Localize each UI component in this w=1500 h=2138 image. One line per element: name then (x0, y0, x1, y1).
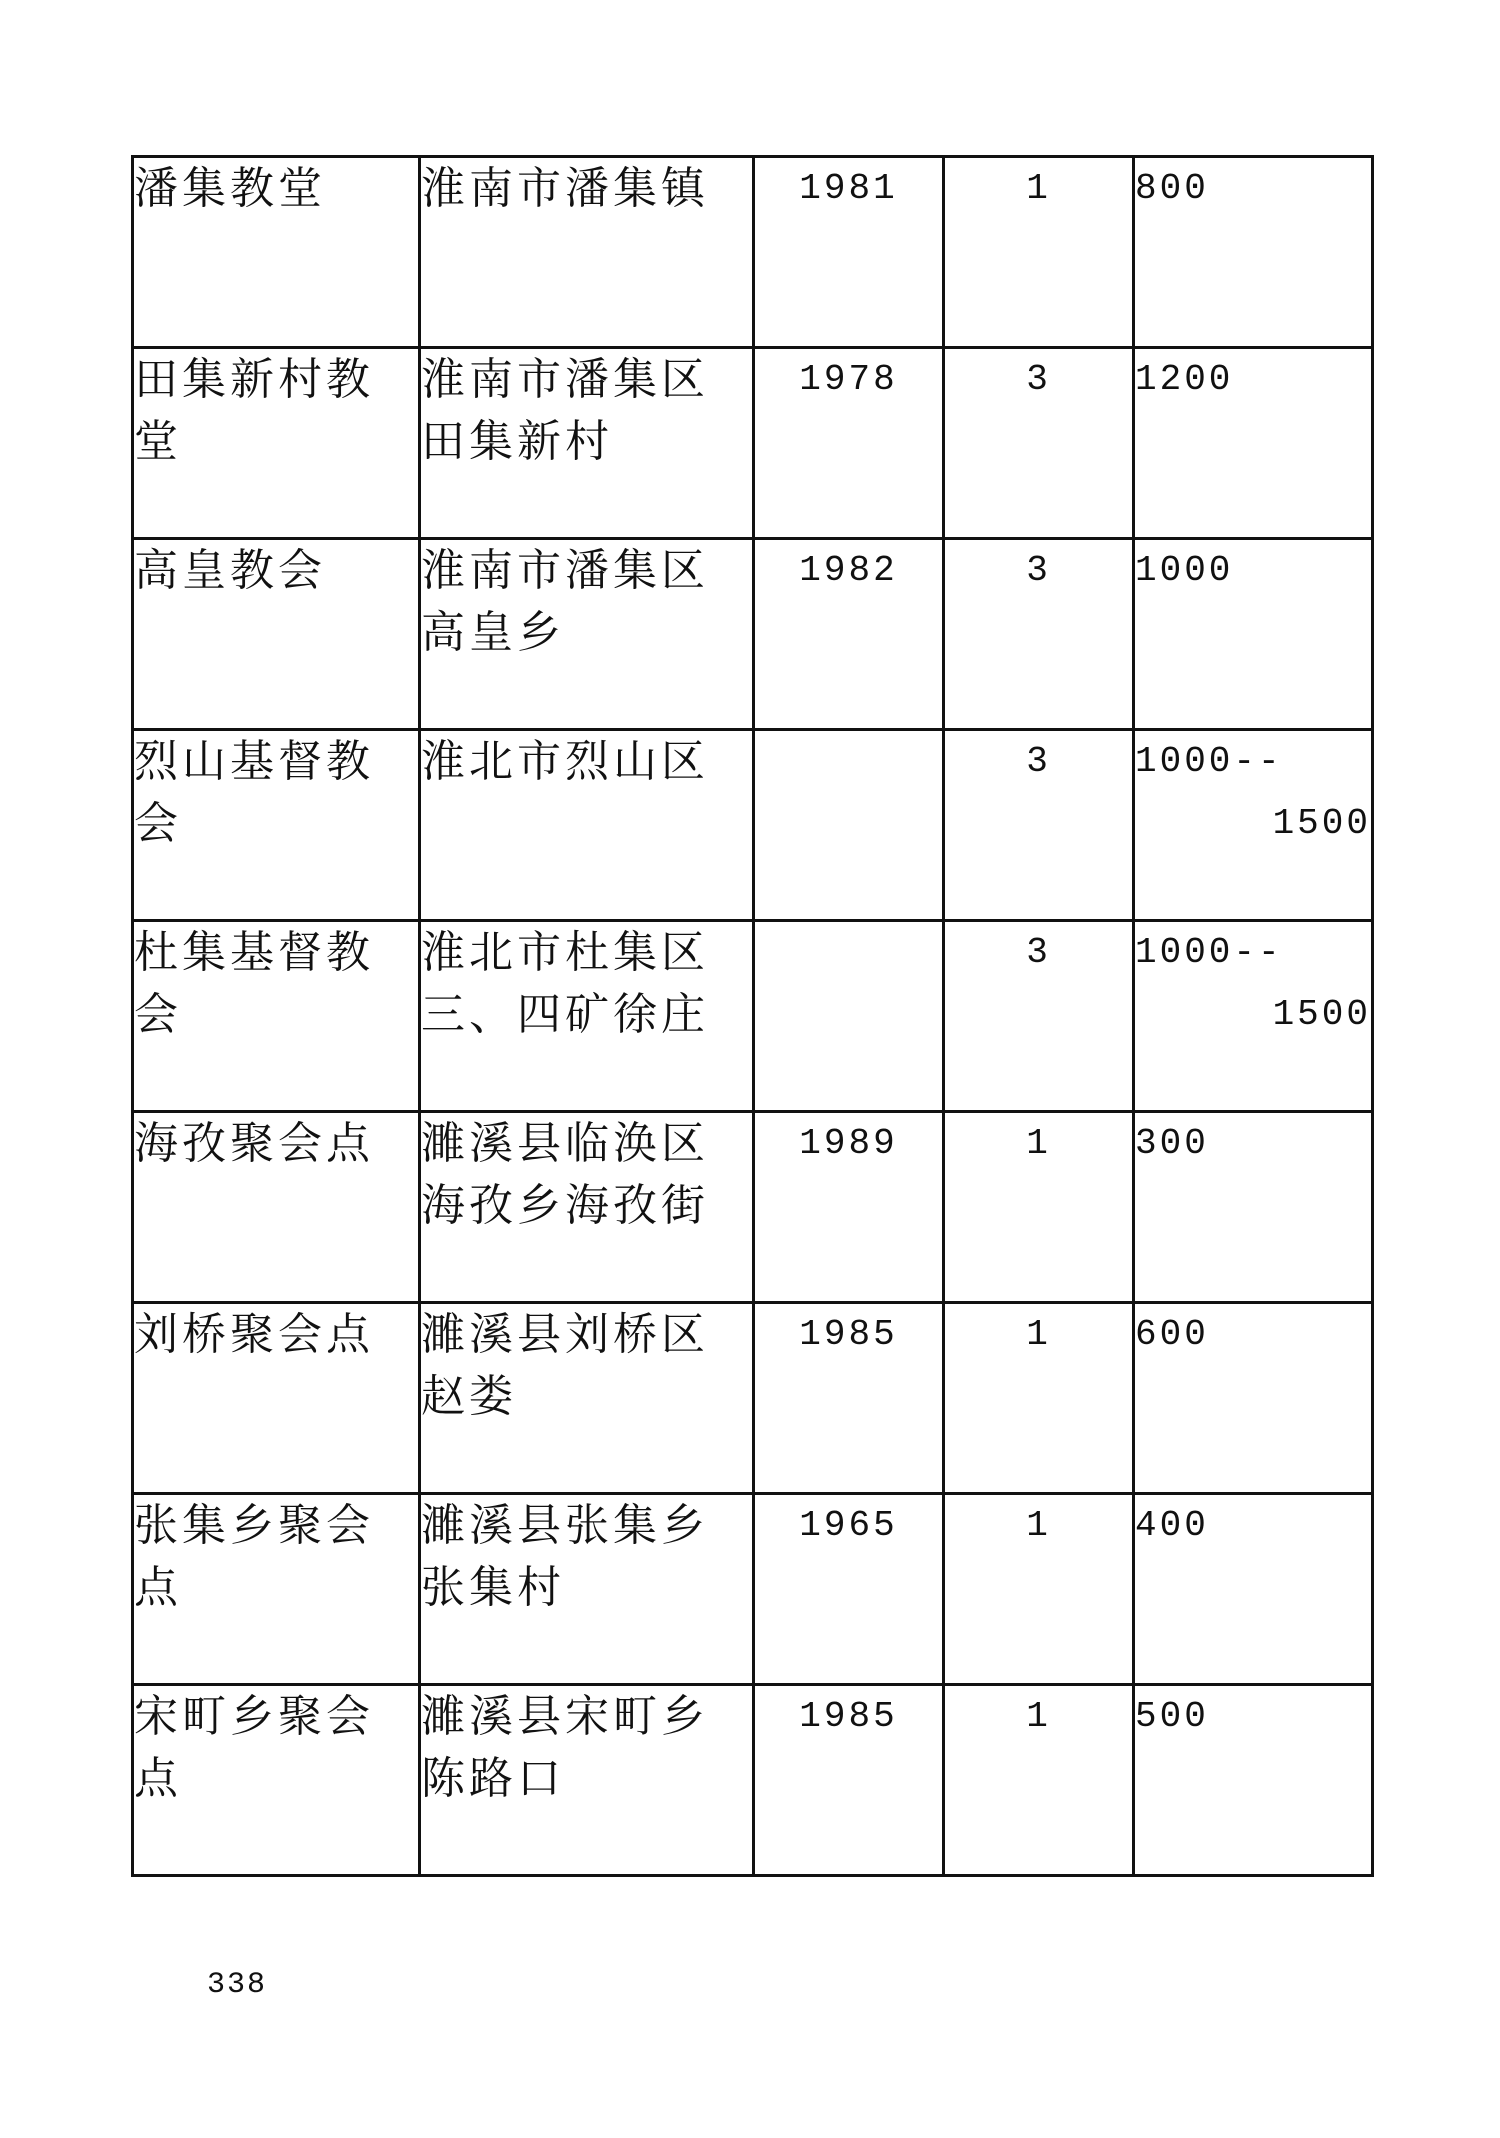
capacity-cell (1134, 730, 1373, 921)
year-cell (754, 730, 944, 921)
table-row (133, 1112, 1373, 1303)
capacity-line: 1000-- (1135, 932, 1283, 973)
church-name-cell: 烈山基督教会 (133, 730, 420, 921)
capacity-cell (1134, 1685, 1373, 1876)
year-cell: 1981 (754, 157, 944, 348)
count-cell: 1 (944, 1303, 1134, 1494)
church-name-cell: 杜集基督教会 (133, 921, 420, 1112)
church-name-cell: 刘桥聚会点 (133, 1303, 420, 1494)
table-row (133, 1685, 1373, 1876)
capacity-line: 1000 (1135, 550, 1234, 591)
location-cell: 淮北市杜集区三、四矿徐庄 (420, 921, 754, 1112)
capacity-line: 600 (1135, 1314, 1209, 1355)
capacity-line: 400 (1135, 1505, 1209, 1546)
location-cell: 淮南市潘集镇 (420, 157, 754, 348)
capacity-line: 1500 (1272, 994, 1371, 1035)
count-cell: 1 (944, 1494, 1134, 1685)
capacity-cell (1134, 539, 1373, 730)
table-row (133, 157, 1373, 348)
count-cell: 3 (944, 348, 1134, 539)
location-cell: 濉溪县临涣区海孜乡海孜街 (420, 1112, 754, 1303)
church-name-cell: 潘集教堂 (133, 157, 420, 348)
count-cell: 3 (944, 730, 1134, 921)
church-name-cell: 田集新村教堂 (133, 348, 420, 539)
year-cell: 1985 (754, 1303, 944, 1494)
church-table-body (133, 157, 1373, 1876)
location-cell: 濉溪县宋町乡陈路口 (420, 1685, 754, 1876)
church-table (131, 155, 1374, 1877)
count-cell: 1 (944, 157, 1134, 348)
year-cell: 1982 (754, 539, 944, 730)
page-number: 338 (207, 1968, 268, 2002)
location-cell: 濉溪县刘桥区赵娄 (420, 1303, 754, 1494)
year-cell: 1989 (754, 1112, 944, 1303)
location-cell: 淮南市潘集区高皇乡 (420, 539, 754, 730)
count-cell: 1 (944, 1685, 1134, 1876)
count-cell: 3 (944, 921, 1134, 1112)
capacity-line: 800 (1135, 168, 1209, 209)
table-row (133, 730, 1373, 921)
table-row (133, 921, 1373, 1112)
count-cell: 1 (944, 1112, 1134, 1303)
capacity-line: 1500 (1272, 803, 1371, 844)
location-cell: 淮北市烈山区 (420, 730, 754, 921)
location-cell: 濉溪县张集乡张集村 (420, 1494, 754, 1685)
capacity-cell (1134, 348, 1373, 539)
year-cell (754, 921, 944, 1112)
table-row (133, 539, 1373, 730)
church-name-cell: 高皇教会 (133, 539, 420, 730)
year-cell: 1985 (754, 1685, 944, 1876)
capacity-cell (1134, 1112, 1373, 1303)
table-row (133, 1303, 1373, 1494)
capacity-line: 1000-- (1135, 741, 1283, 782)
location-cell: 淮南市潘集区田集新村 (420, 348, 754, 539)
capacity-cell (1134, 1494, 1373, 1685)
capacity-line: 300 (1135, 1123, 1209, 1164)
capacity-cell (1134, 1303, 1373, 1494)
church-name-cell: 张集乡聚会点 (133, 1494, 420, 1685)
church-name-cell: 海孜聚会点 (133, 1112, 420, 1303)
count-cell: 3 (944, 539, 1134, 730)
church-name-cell: 宋町乡聚会点 (133, 1685, 420, 1876)
capacity-line: 1200 (1135, 359, 1234, 400)
year-cell: 1978 (754, 348, 944, 539)
year-cell: 1965 (754, 1494, 944, 1685)
capacity-line: 500 (1135, 1696, 1209, 1737)
table-row (133, 348, 1373, 539)
capacity-cell (1134, 157, 1373, 348)
capacity-cell (1134, 921, 1373, 1112)
table-row (133, 1494, 1373, 1685)
